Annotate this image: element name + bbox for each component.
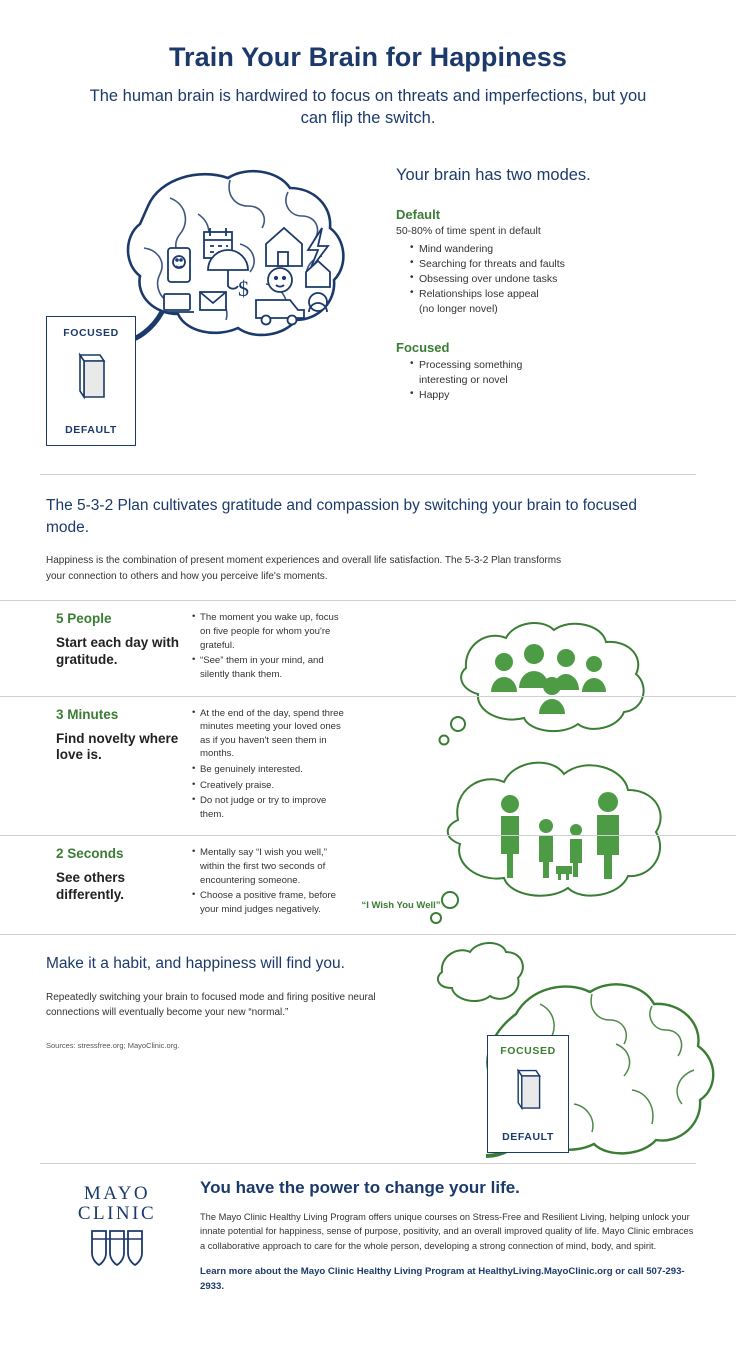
- habit-section: [0, 934, 736, 1049]
- mode-default-stat: 50-80% of time spent in default: [396, 224, 541, 237]
- mode-default-list: [396, 242, 696, 318]
- plan-row-list: [192, 846, 344, 916]
- plan-row-number: 2 Seconds: [56, 846, 124, 862]
- list-item: • Creatively praise.: [192, 779, 344, 793]
- plan-title: The 5-3-2 Plan cultivates gratitude and compassion by switching your brain to focused mode.: [46, 496, 638, 536]
- plan-row-right: [192, 707, 344, 824]
- plan-rows: [0, 600, 736, 930]
- svg-text:$: $: [238, 275, 249, 301]
- plan-row-left: [56, 846, 184, 904]
- page-title: Train Your Brain for Happiness: [168, 42, 568, 72]
- footer-divider: [40, 1163, 696, 1164]
- list-item: • “See” them in your mind, and silently thank them.: [192, 654, 344, 681]
- mayo-clinic-logo: [56, 1184, 178, 1276]
- habit-body: Repeatedly switching your brain to focused mode and firing positive neural connections will eventually become your new “normal.”: [46, 991, 376, 1019]
- list-item: • Mind wandering: [410, 242, 696, 257]
- logo-line-2: CLINIC: [77, 1202, 157, 1224]
- switch-focused-label: FOCUSED: [63, 326, 119, 339]
- switch-default-label: DEFAULT: [502, 1131, 554, 1143]
- plan-row-left: [56, 611, 184, 669]
- mayo-shields-icon: [88, 1227, 146, 1271]
- habit-title: Make it a habit, and happiness will find you.: [46, 955, 345, 973]
- plan-row-number: 3 Minutes: [56, 706, 119, 722]
- mode-focused-name: Focused: [396, 339, 450, 355]
- list-item: • Processing something: [410, 358, 696, 373]
- list-item: • Happy: [410, 388, 696, 403]
- list-item: interesting or novel: [419, 373, 508, 386]
- footer-text-block: [200, 1178, 696, 1294]
- list-item: • Be genuinely interested.: [192, 763, 344, 777]
- modes-panel: [396, 166, 696, 404]
- plan-row-number: 5 People: [56, 611, 112, 627]
- plan-row-list: [192, 611, 344, 681]
- plan-row-subtitle: See others differently.: [56, 870, 126, 903]
- brain-modes-section: [0, 144, 736, 474]
- toggle-lever-icon[interactable]: [74, 351, 108, 407]
- plan-description: Happiness is the combination of present moment experiences and overall life satisfaction. The 5-3-2 Plan transforms your connection to others and how you perceive life's moments.: [46, 555, 562, 582]
- list-item: • Searching for threats and faults: [410, 257, 696, 272]
- plan-row-subtitle: Find novelty where love is.: [56, 730, 179, 763]
- plan-row-list: [192, 707, 344, 822]
- switch-default-label: DEFAULT: [65, 423, 117, 436]
- mode-default: [396, 207, 696, 318]
- footer: [0, 1163, 736, 1294]
- plan-row-right: [192, 611, 344, 683]
- i-wish-you-well-label: “I Wish You Well”: [361, 900, 441, 911]
- logo-line-1: MAYO: [83, 1183, 151, 1204]
- brain-mode-switch-top[interactable]: [46, 316, 136, 446]
- mode-focused-list: [396, 358, 696, 404]
- toggle-lever-icon[interactable]: [512, 1067, 544, 1117]
- plan-row-3-minutes: [0, 696, 736, 836]
- list-item: • Choose a positive frame, before your mind judges negatively.: [192, 889, 344, 916]
- list-item: • The moment you wake up, focus on five people for whom you're grateful.: [192, 611, 344, 652]
- list-item: • At the end of the day, spend three minutes meeting your loved ones as if you haven't seen them in months.: [192, 707, 344, 761]
- plan-row-5-people: [0, 600, 736, 695]
- plan-row-left: [56, 707, 184, 765]
- page-subtitle: The human brain is hardwired to focus on threats and imperfections, but you can flip the switch.: [89, 87, 647, 128]
- footer-title: You have the power to change your life.: [200, 1178, 520, 1197]
- list-item: • Obsessing over undone tasks: [410, 272, 696, 287]
- modes-heading: Your brain has two modes.: [396, 165, 591, 184]
- plan-row-2-seconds: [0, 835, 736, 930]
- sources-text: Sources: stressfree.org; MayoClinic.org.: [46, 1040, 180, 1050]
- mode-focused: [396, 340, 696, 404]
- plan-header: [0, 475, 736, 585]
- footer-body: The Mayo Clinic Healthy Living Program offers unique courses on Stress-Free and Resilient Living, helping unlock your innate potential for happiness, sense of purpose, positivity, and an overall improved quality of life. Mayo Clinic embraces a collaborative approach to care for the whole person, developing a strong connection of mind, body, and spirit.: [200, 1212, 694, 1251]
- list-item: • Mentally say “I wish you well,” within the first two seconds of encountering someone.: [192, 846, 344, 887]
- brain-mode-switch-bottom[interactable]: [487, 1035, 569, 1153]
- list-item: • Relationships lose appeal: [410, 287, 696, 302]
- footer-cta[interactable]: Learn more about the Mayo Clinic Healthy Living Program at HealthyLiving.MayoClinic.org or call 507-293-2933.: [200, 1266, 685, 1292]
- plan-row-right: [192, 846, 344, 918]
- list-item: (no longer novel): [419, 303, 498, 316]
- mode-default-name: Default: [396, 206, 441, 222]
- plan-row-subtitle: Start each day with gratitude.: [56, 635, 180, 668]
- header: [0, 0, 736, 130]
- switch-focused-label: FOCUSED: [500, 1045, 556, 1057]
- list-item: • Do not judge or try to improve them.: [192, 794, 344, 821]
